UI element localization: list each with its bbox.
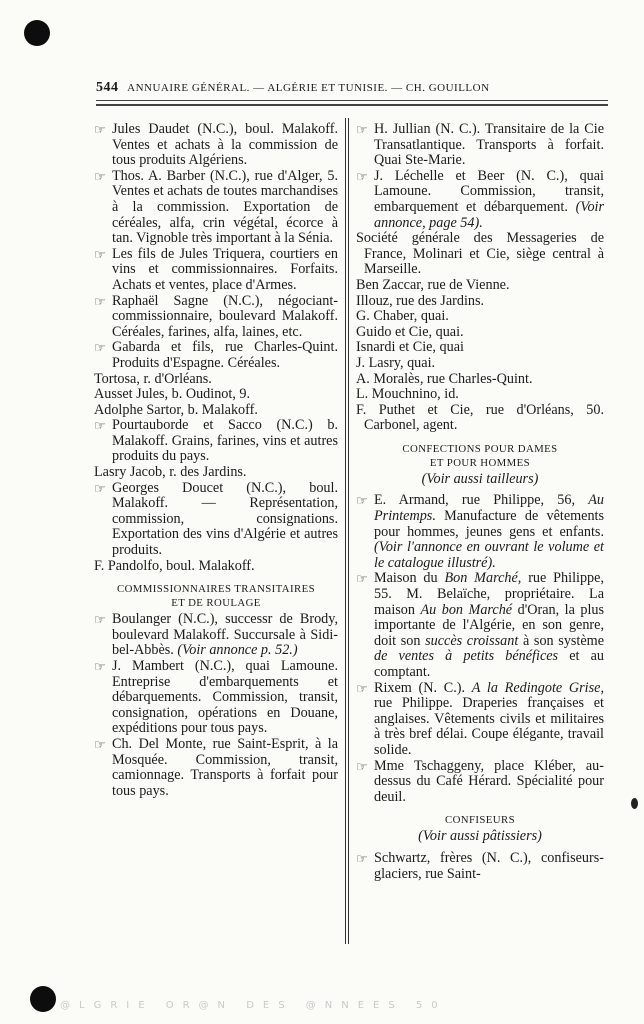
pointing-hand-icon: ☞ <box>94 480 106 496</box>
directory-entry: ☞ Boulanger (N.C.), successr de Brody, boulevard Malakoff. Succursale à Sidi-bel-Abbès. (Voir annonce p. 52.) <box>94 611 338 659</box>
directory-entry: ☞ Schwartz, frères (N. C.), confiseurs-glaciers, rue Saint- <box>356 849 604 882</box>
directory-entry: Tortosa, r. d'Orléans. <box>94 370 212 387</box>
directory-entry: ☞ E. Armand, rue Philippe, 56, Au Printemps. Manufacture de vêtements pour hommes, jeunes gens et enfants. (Voir l'annonce en ouvrant le volume et le catalogue illustré). <box>356 492 604 571</box>
pointing-hand-icon: ☞ <box>94 418 106 434</box>
running-title: ANNUAIRE GÉNÉRAL. — ALGÉRIE ET TUNISIE. — CH. GOUILLON <box>127 82 490 94</box>
pointing-hand-icon: ☞ <box>356 850 368 866</box>
column-divider <box>345 118 346 944</box>
page-number: 544 <box>96 80 119 95</box>
pointing-hand-icon: ☞ <box>356 122 368 137</box>
directory-entry: Guido et Cie, quai. <box>356 323 464 340</box>
directory-entry: G. Chaber, quai. <box>356 308 449 325</box>
section-heading-confiseurs: CONFISEURS <box>445 814 515 827</box>
directory-entry: ☞ Thos. A. Barber (N.C.), rue d'Alger, 5. Ventes et achats de toutes marchandises à la commission. Exportation de céréales, alfa, crin végétal, écorce à tan. Vignoble très important à la Sénia. <box>94 167 338 247</box>
section-heading-confections: CONFECTIONS POUR DAMES ET POUR HOMMES <box>402 442 558 469</box>
column-divider-double <box>348 118 349 944</box>
directory-entry: Société générale des Messageries de France, Molinari et Cie, siège central à Marseille. <box>356 230 604 278</box>
header-rule-thick <box>96 104 608 106</box>
directory-entry: Adolphe Sartor, b. Malakoff. <box>94 401 258 418</box>
left-column <box>94 122 338 799</box>
pointing-hand-icon: ☞ <box>94 293 106 309</box>
directory-entry: ☞ Pourtauborde et Sacco (N.C.) b. Malakoff. Grains, farines, vins et autres produits du pays. <box>94 417 338 465</box>
binder-hole-bottom <box>30 986 56 1012</box>
directory-entry: ☞ Maison du Bon Marché, rue Philippe, 55. M. Belaïche, propriétaire. La maison Au bon Marché d'Oran, la plus importante de l'Algérie, en son genre, doit son succès croissant à son système de ventes à petits bénéfices et au comptant. <box>356 570 605 680</box>
pointing-hand-icon: ☞ <box>356 680 368 696</box>
directory-entry: ☞ J. Léchelle et Beer (N. C.), quai Lamoune. Commission, transit, embarquement et débarquement. (Voir annonce, page 54). <box>356 167 604 231</box>
pointing-hand-icon: ☞ <box>94 612 106 628</box>
directory-entry: J. Lasry, quai. <box>356 354 436 371</box>
pointing-hand-icon: ☞ <box>94 122 106 137</box>
watermark: @LGRIE OR@N DES @NNEES 50 <box>60 1000 447 1011</box>
pointing-hand-icon: ☞ <box>94 340 106 356</box>
directory-entry: ☞ H. Jullian (N. C.). Transitaire de la Cie Transatlantique. Transports à forfait. Quai Ste-Marie. <box>356 121 604 169</box>
section-heading-commissionnaires: COMMISSIONNAIRES TRANSITAIRES ET DE ROULAGE <box>116 583 315 610</box>
pointing-hand-icon: ☞ <box>356 493 368 509</box>
pointing-hand-icon: ☞ <box>94 246 106 262</box>
pointing-hand-icon: ☞ <box>356 571 368 587</box>
directory-entry: ☞ Ch. Del Monte, rue Saint-Esprit, à la Mosquée. Commission, transit, camionnage. Transports à forfait pour tous pays. <box>94 735 338 799</box>
directory-entry: ☞ Rixem (N. C.). A la Redingote Grise, rue Philippe. Draperies françaises et anglaises. Vêtements civils et militaires à très bref délai. Coupe élégante, travail solide. <box>356 679 604 758</box>
ink-speck <box>631 798 638 809</box>
directory-entry: ☞ Raphaël Sagne (N.C.), négociant-commissionnaire, boulevard Malakoff. Céréales, farines, alfa, laines, etc. <box>94 292 338 340</box>
directory-entry: ☞ Gabarda et fils, rue Charles-Quint. Produits d'Espagne. Céréales. <box>94 339 338 371</box>
directory-entry: Illouz, rue des Jardins. <box>356 292 485 309</box>
header-rule <box>96 100 608 101</box>
binder-hole-top <box>24 20 50 46</box>
pointing-hand-icon: ☞ <box>94 736 106 752</box>
directory-entry: ☞ Jules Daudet (N.C.), boul. Malakoff. Ventes et achats à la commission de tous produits Algériens. <box>94 121 338 169</box>
pointing-hand-icon: ☞ <box>356 758 368 774</box>
cross-reference-note: (Voir aussi pâtissiers) <box>418 828 542 845</box>
right-column <box>356 122 604 882</box>
pointing-hand-icon: ☞ <box>94 659 106 674</box>
directory-entry: A. Moralès, rue Charles-Quint. <box>356 370 533 387</box>
running-header <box>96 80 608 98</box>
pointing-hand-icon: ☞ <box>356 168 368 184</box>
directory-entry: L. Mouchnino, id. <box>356 386 459 403</box>
directory-entry: ☞ Georges Doucet (N.C.), boul. Malakoff. — Représentation, commission, consignations. Exportation des vins d'Algérie et autres produits. <box>94 479 338 559</box>
pointing-hand-icon: ☞ <box>94 168 106 184</box>
directory-entry: F. Pandolfo, boul. Malakoff. <box>94 557 255 574</box>
directory-entry: Isnardi et Cie, quai <box>356 339 464 356</box>
directory-entry: ☞ Les fils de Jules Triquera, courtiers en vins et commissionnaires. Forfaits. Achats et ventes, place d'Armes. <box>94 245 338 293</box>
directory-entry: Ausset Jules, b. Oudinot, 9. <box>94 386 251 403</box>
cross-reference-note: (Voir aussi tailleurs) <box>421 470 539 487</box>
directory-entry: ☞ Mme Tschaggeny, place Kléber, au-dessus du Café Hérard. Spécialité pour deuil. <box>356 757 604 805</box>
directory-entry: Ben Zaccar, rue de Vienne. <box>356 276 510 293</box>
directory-entry: Lasry Jacob, r. des Jardins. <box>94 464 247 481</box>
directory-entry: ☞ J. Mambert (N.C.), quai Lamoune. Entreprise d'embarquements et débarquements. Commission, transit, consignation, opérations en Douane, expéditions pour tous pays. <box>94 658 338 737</box>
directory-entry: F. Puthet et Cie, rue d'Orléans, 50. Carbonel, agent. <box>356 401 604 434</box>
